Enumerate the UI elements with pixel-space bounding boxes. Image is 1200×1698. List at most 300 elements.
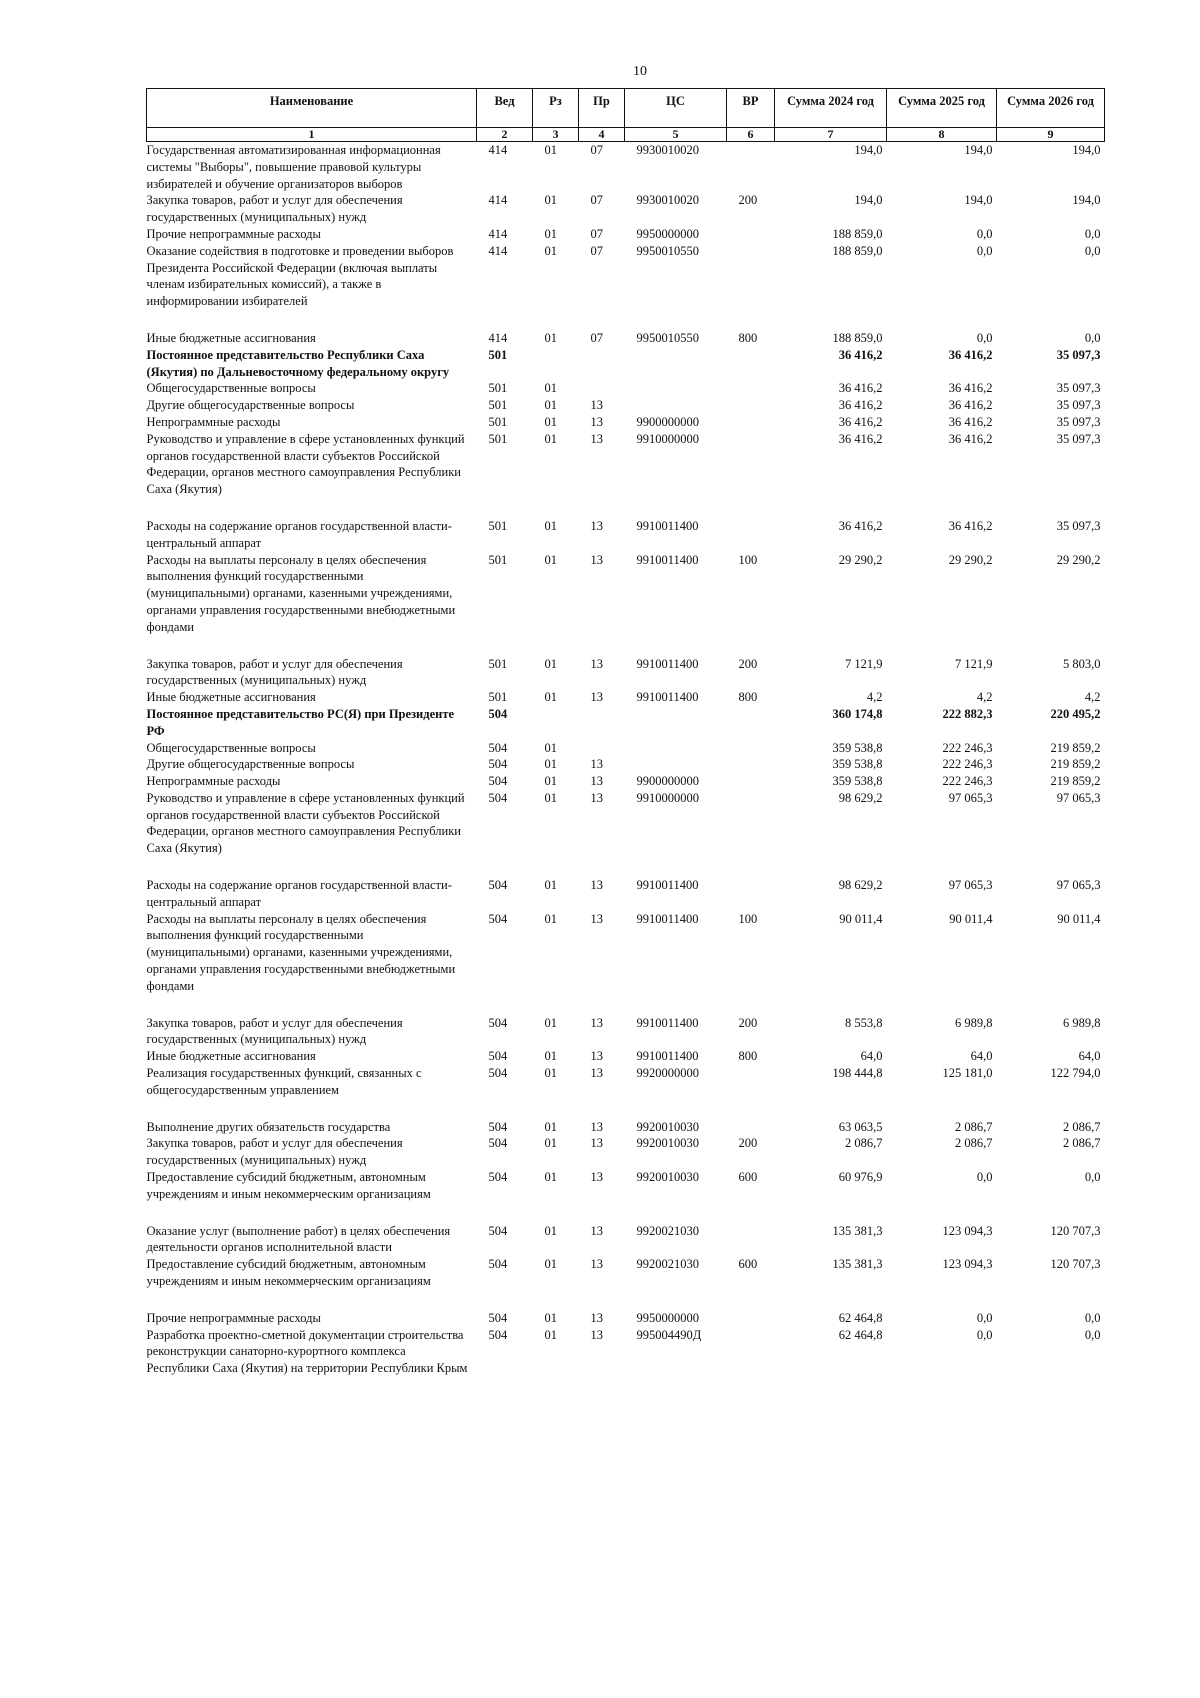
row-cs: 995004490Д [636, 1327, 702, 1342]
table-row [147, 414, 1105, 431]
row-pr: 07 [590, 193, 603, 208]
row-vr [727, 877, 775, 911]
row-vr: 100 [738, 911, 758, 926]
row-pr: 13 [590, 690, 603, 705]
column-number: 9 [997, 128, 1105, 142]
table-row [147, 192, 1105, 226]
header-sum-2024: Сумма 2024 год [775, 89, 887, 128]
row-sum-2026: 2 086,7 [1063, 1119, 1101, 1134]
row-cs: 9910000000 [636, 790, 699, 805]
row-cs: 9910011400 [636, 1049, 699, 1064]
row-sum-2025: 0,0 [976, 226, 993, 241]
row-ved: 504 [488, 790, 508, 805]
row-sum-2026: 35 097,3 [1056, 398, 1101, 413]
row-name: Расходы на выплаты персоналу в целях обеспечения выполнения функций государственными (муниципальными) органами, казенными учреждениями, органами управления государственными внебюджетными фондами [146, 552, 456, 634]
row-name: Иные бюджетные ассигнования [146, 1049, 316, 1064]
row-sum-2026: 194,0 [1072, 143, 1101, 157]
row-sum-2024: 60 976,9 [838, 1170, 883, 1185]
row-name: Постоянное представительство РС(Я) при Президенте РФ [146, 706, 455, 738]
row-vr [727, 380, 775, 397]
budget-table [146, 88, 1105, 1377]
row-sum-2026: 2 086,7 [1063, 1136, 1101, 1151]
row-sum-2026: 29 290,2 [1056, 552, 1101, 567]
row-sum-2025: 4,2 [976, 690, 993, 705]
row-vr [727, 431, 775, 498]
row-ved: 501 [488, 431, 508, 446]
row-vr: 200 [738, 1015, 758, 1030]
row-sum-2024: 36 416,2 [838, 381, 883, 396]
row-vr: 200 [738, 1136, 758, 1151]
row-cs: 9910011400 [636, 518, 699, 533]
row-cs: 9950010550 [636, 243, 699, 258]
column-number: 2 [477, 128, 533, 142]
row-pr [579, 347, 625, 381]
row-vr [727, 706, 775, 740]
row-sum-2024: 29 290,2 [838, 552, 883, 567]
row-ved: 501 [488, 518, 508, 533]
column-number: 5 [625, 128, 727, 142]
table-row [147, 1256, 1105, 1290]
table-row [147, 706, 1105, 740]
row-rz: 01 [544, 243, 557, 258]
row-vr: 600 [738, 1170, 758, 1185]
row-sum-2025: 0,0 [976, 1310, 993, 1325]
row-ved: 501 [488, 552, 508, 567]
row-sum-2025: 36 416,2 [948, 347, 993, 362]
row-vr: 200 [738, 656, 758, 671]
row-name: Прочие непрограммные расходы [146, 226, 321, 241]
row-ved: 504 [488, 1327, 508, 1342]
row-rz: 01 [544, 1015, 557, 1030]
row-ved: 504 [488, 1170, 508, 1185]
row-cs: 9920021030 [636, 1257, 699, 1272]
spacer-cell [147, 498, 1105, 518]
table-body [147, 142, 1105, 1378]
spacer-cell [147, 1203, 1105, 1223]
header-cs: ЦС [625, 89, 727, 128]
row-sum-2025: 0,0 [976, 1327, 993, 1342]
row-sum-2025: 222 246,3 [942, 774, 993, 789]
row-ved: 504 [488, 1119, 508, 1134]
row-ved: 504 [488, 1310, 508, 1325]
row-vr [727, 1327, 775, 1377]
table-row [147, 330, 1105, 347]
row-cs: 9900000000 [636, 774, 699, 789]
row-ved: 414 [488, 143, 508, 157]
row-rz [533, 706, 579, 740]
row-rz: 01 [544, 757, 557, 772]
row-pr: 13 [590, 1170, 603, 1185]
row-sum-2024: 7 121,9 [845, 656, 883, 671]
row-name: Оказание услуг (выполнение работ) в целях обеспечения деятельности органов исполнительной власти [146, 1223, 451, 1255]
row-rz: 01 [544, 1136, 557, 1151]
row-ved: 501 [488, 656, 508, 671]
row-rz: 01 [544, 381, 557, 396]
spacer-cell [147, 857, 1105, 877]
row-pr: 13 [590, 1066, 603, 1081]
row-sum-2025: 97 065,3 [948, 878, 993, 893]
table-row [147, 397, 1105, 414]
table-row [147, 689, 1105, 706]
page-number: 10 [633, 64, 647, 79]
table-row [147, 1119, 1105, 1136]
row-pr: 13 [590, 656, 603, 671]
row-sum-2025: 7 121,9 [955, 656, 993, 671]
row-rz: 01 [544, 911, 557, 926]
row-ved: 504 [488, 1049, 508, 1064]
spacer-cell [147, 636, 1105, 656]
row-name: Постоянное представительство Республики Саха (Якутия) по Дальневосточному федеральному округу [146, 347, 450, 379]
table-row [147, 773, 1105, 790]
row-sum-2026: 0,0 [1084, 1327, 1101, 1342]
row-sum-2025: 0,0 [976, 330, 993, 345]
row-rz: 01 [544, 226, 557, 241]
row-name: Государственная автоматизированная информационная системы "Выборы", повышение правовой культуры избирателей и обучение организаторов выборов [146, 143, 441, 191]
column-number: 4 [579, 128, 625, 142]
spacer-cell [147, 1099, 1105, 1119]
table-row [147, 380, 1105, 397]
column-number: 3 [533, 128, 579, 142]
table-row [147, 1223, 1105, 1257]
row-rz: 01 [544, 1310, 557, 1325]
row-cs: 9910011400 [636, 690, 699, 705]
column-number: 8 [887, 128, 997, 142]
table-row [147, 1015, 1105, 1049]
table-row [147, 1065, 1105, 1099]
row-sum-2024: 62 464,8 [838, 1310, 883, 1325]
row-pr: 13 [590, 552, 603, 567]
table-row [147, 911, 1105, 995]
row-sum-2024: 188 859,0 [832, 330, 883, 345]
row-pr: 13 [590, 1015, 603, 1030]
row-cs: 9950010550 [636, 330, 699, 345]
row-spacer [147, 310, 1105, 330]
table-row [147, 656, 1105, 690]
row-rz: 01 [544, 1257, 557, 1272]
row-pr: 13 [590, 790, 603, 805]
row-sum-2024: 63 063,5 [838, 1119, 883, 1134]
row-pr: 13 [590, 1327, 603, 1342]
row-sum-2026: 220 495,2 [1050, 706, 1101, 721]
row-cs: 9950000000 [636, 226, 699, 241]
row-vr: 200 [738, 193, 758, 208]
row-spacer [147, 1203, 1105, 1223]
row-vr [727, 773, 775, 790]
row-rz: 01 [544, 414, 557, 429]
row-pr [579, 380, 625, 397]
row-ved: 414 [488, 226, 508, 241]
row-name: Руководство и управление в сфере установленных функций органов государственной власти субъектов Российской Федерации, органов местного самоуправления Республики Саха (Якутия) [146, 431, 465, 497]
column-number: 7 [775, 128, 887, 142]
row-vr: 800 [738, 690, 758, 705]
row-spacer [147, 995, 1105, 1015]
row-ved: 504 [488, 757, 508, 772]
row-cs: 9910011400 [636, 1015, 699, 1030]
row-vr [727, 1223, 775, 1257]
table-row [147, 518, 1105, 552]
row-cs: 9910011400 [636, 552, 699, 567]
row-sum-2024: 64,0 [860, 1049, 883, 1064]
row-pr: 13 [590, 1257, 603, 1272]
row-sum-2024: 188 859,0 [832, 243, 883, 258]
row-sum-2025: 64,0 [970, 1049, 993, 1064]
row-sum-2025: 222 882,3 [942, 706, 993, 721]
row-spacer [147, 498, 1105, 518]
row-name: Общегосударственные вопросы [146, 381, 316, 396]
row-rz: 01 [544, 552, 557, 567]
row-rz: 01 [544, 398, 557, 413]
row-vr [727, 518, 775, 552]
row-sum-2024: 198 444,8 [832, 1066, 883, 1081]
row-sum-2024: 135 381,3 [832, 1223, 883, 1238]
row-rz: 01 [544, 790, 557, 805]
row-sum-2024: 36 416,2 [838, 431, 883, 446]
row-sum-2025: 222 246,3 [942, 740, 993, 755]
row-vr [727, 1310, 775, 1327]
row-name: Реализация государственных функций, связанных с общегосударственным управлением [146, 1066, 422, 1097]
row-rz [533, 347, 579, 381]
row-ved: 504 [488, 1223, 508, 1238]
row-cs [625, 380, 727, 397]
row-name: Предоставление субсидий бюджетным, автономным учреждениям и иным некоммерческим организациям [146, 1257, 431, 1289]
row-rz: 01 [544, 690, 557, 705]
header-row [147, 89, 1105, 128]
header-name: Наименование [147, 89, 477, 128]
row-name: Разработка проектно-сметной документации строительства реконструкции санаторно-курортного комплекса Республики Саха (Якутия) на территории Республики Крым [146, 1327, 468, 1376]
row-ved: 504 [488, 1015, 508, 1030]
row-pr: 13 [590, 1136, 603, 1151]
row-vr [727, 397, 775, 414]
table-row [147, 790, 1105, 857]
row-sum-2026: 0,0 [1084, 243, 1101, 258]
row-rz: 01 [544, 330, 557, 345]
table-row [147, 347, 1105, 381]
spacer-cell [147, 1290, 1105, 1310]
row-name: Непрограммные расходы [146, 774, 281, 789]
row-sum-2026: 0,0 [1084, 226, 1101, 241]
row-sum-2024: 359 538,8 [832, 757, 883, 772]
row-sum-2026: 0,0 [1084, 1310, 1101, 1325]
row-sum-2026: 0,0 [1084, 330, 1101, 345]
row-pr: 13 [590, 911, 603, 926]
column-number: 1 [147, 128, 477, 142]
row-name: Предоставление субсидий бюджетным, автономным учреждениям и иным некоммерческим организациям [146, 1170, 431, 1201]
row-cs: 9900000000 [636, 414, 699, 429]
row-ved: 504 [488, 1136, 508, 1151]
row-rz: 01 [544, 774, 557, 789]
row-sum-2024: 188 859,0 [832, 226, 883, 241]
column-number: 6 [727, 128, 775, 142]
row-sum-2025: 222 246,3 [942, 757, 993, 772]
row-name: Выполнение других обязательств государства [146, 1119, 391, 1134]
row-rz: 01 [544, 1170, 557, 1185]
row-cs [625, 706, 727, 740]
row-cs: 9920000000 [636, 1066, 699, 1081]
row-cs [625, 756, 727, 773]
row-name: Общегосударственные вопросы [146, 740, 316, 755]
row-sum-2025: 36 416,2 [948, 431, 993, 446]
row-sum-2026: 120 707,3 [1050, 1257, 1101, 1272]
row-ved: 501 [488, 414, 508, 429]
row-cs [625, 740, 727, 757]
row-sum-2024: 4,2 [866, 690, 883, 705]
row-cs: 9920010030 [636, 1119, 699, 1134]
table-row [147, 877, 1105, 911]
row-rz: 01 [544, 1327, 557, 1342]
row-sum-2025: 123 094,3 [942, 1257, 993, 1272]
row-sum-2026: 97 065,3 [1056, 878, 1101, 893]
row-sum-2024: 36 416,2 [838, 414, 883, 429]
row-sum-2024: 135 381,3 [832, 1257, 883, 1272]
row-ved: 504 [488, 1066, 508, 1081]
row-sum-2024: 98 629,2 [838, 878, 883, 893]
header-vr: ВР [727, 89, 775, 128]
row-name: Иные бюджетные ассигнования [146, 690, 316, 705]
row-pr [579, 706, 625, 740]
row-vr [727, 756, 775, 773]
row-sum-2026: 120 707,3 [1050, 1223, 1101, 1238]
row-pr [579, 740, 625, 757]
spacer-cell [147, 995, 1105, 1015]
row-ved: 504 [488, 1257, 508, 1272]
row-name: Закупка товаров, работ и услуг для обеспечения государственных (муниципальных) нужд [146, 656, 403, 688]
row-sum-2025: 194,0 [964, 193, 993, 208]
row-ved: 504 [488, 911, 508, 926]
row-name: Расходы на выплаты персоналу в целях обеспечения выполнения функций государственными (муниципальными) органами, казенными учреждениями, органами управления государственными внебюджетными фондами [146, 911, 456, 993]
row-vr [727, 226, 775, 243]
row-name: Другие общегосударственные вопросы [146, 757, 355, 772]
row-sum-2025: 36 416,2 [948, 414, 993, 429]
header-sum-2025: Сумма 2025 год [887, 89, 997, 128]
row-name: Другие общегосударственные вопросы [146, 398, 355, 413]
row-vr [727, 347, 775, 381]
table-row [147, 431, 1105, 498]
row-sum-2025: 0,0 [976, 1170, 993, 1185]
row-sum-2026: 219 859,2 [1050, 740, 1101, 755]
row-cs: 9930010020 [636, 143, 699, 157]
row-cs: 9910011400 [636, 911, 699, 926]
row-rz: 01 [544, 656, 557, 671]
row-sum-2025: 97 065,3 [948, 790, 993, 805]
row-vr: 100 [738, 552, 758, 567]
row-vr: 800 [738, 330, 758, 345]
row-sum-2026: 5 803,0 [1063, 656, 1101, 671]
row-pr: 07 [590, 226, 603, 241]
row-cs [625, 347, 727, 381]
row-sum-2026: 64,0 [1078, 1049, 1101, 1064]
row-sum-2026: 35 097,3 [1056, 381, 1101, 396]
row-pr: 07 [590, 243, 603, 258]
row-sum-2024: 62 464,8 [838, 1327, 883, 1342]
row-sum-2026: 35 097,3 [1056, 518, 1101, 533]
row-sum-2024: 98 629,2 [838, 790, 883, 805]
row-ved: 504 [488, 706, 508, 721]
row-name: Прочие непрограммные расходы [146, 1310, 321, 1325]
row-sum-2024: 90 011,4 [839, 911, 883, 926]
row-vr: 600 [738, 1257, 758, 1272]
row-rz: 01 [544, 740, 557, 755]
row-pr: 13 [590, 431, 603, 446]
table-row [147, 756, 1105, 773]
row-name: Закупка товаров, работ и услуг для обеспечения государственных (муниципальных) нужд [146, 1015, 403, 1047]
row-sum-2025: 2 086,7 [955, 1136, 993, 1151]
header-sum-2026: Сумма 2026 год [997, 89, 1105, 128]
row-cs: 9920021030 [636, 1223, 699, 1238]
table-row [147, 1310, 1105, 1327]
row-sum-2025: 125 181,0 [942, 1066, 993, 1081]
header-rz: Рз [533, 89, 579, 128]
row-pr: 13 [590, 757, 603, 772]
row-sum-2026: 97 065,3 [1056, 790, 1101, 805]
row-sum-2024: 2 086,7 [845, 1136, 883, 1151]
row-cs: 9950000000 [636, 1310, 699, 1325]
row-sum-2026: 35 097,3 [1056, 414, 1101, 429]
row-sum-2026: 194,0 [1072, 193, 1101, 208]
row-cs: 9930010020 [636, 193, 699, 208]
row-pr: 13 [590, 1119, 603, 1134]
row-pr: 13 [590, 774, 603, 789]
row-pr: 13 [590, 1223, 603, 1238]
row-sum-2026: 35 097,3 [1056, 431, 1101, 446]
row-pr: 07 [590, 330, 603, 345]
row-sum-2026: 4,2 [1084, 690, 1101, 705]
row-sum-2026: 219 859,2 [1050, 757, 1101, 772]
row-ved: 414 [488, 243, 508, 258]
row-ved: 504 [488, 878, 508, 893]
row-pr: 13 [590, 1049, 603, 1064]
row-sum-2025: 90 011,4 [949, 911, 993, 926]
column-number-row [147, 128, 1105, 142]
row-sum-2025: 36 416,2 [948, 381, 993, 396]
row-pr: 13 [590, 518, 603, 533]
row-spacer [147, 1099, 1105, 1119]
table-row [147, 142, 1105, 193]
row-name: Оказание содействия в подготовке и проведении выборов Президента Российской Федерации (включая выплаты членам избирательных комиссий), а также в информировании избирателей [146, 243, 454, 309]
row-ved: 414 [488, 330, 508, 345]
row-name: Расходы на содержание органов государственной власти- центральный аппарат [146, 518, 452, 550]
row-sum-2024: 359 538,8 [832, 740, 883, 755]
row-vr [727, 142, 775, 193]
table-row [147, 740, 1105, 757]
header-pr: Пр [579, 89, 625, 128]
row-sum-2025: 36 416,2 [948, 518, 993, 533]
row-sum-2026: 0,0 [1084, 1170, 1101, 1185]
row-sum-2024: 36 416,2 [838, 518, 883, 533]
row-sum-2024: 360 174,8 [832, 706, 883, 721]
row-rz: 01 [544, 878, 557, 893]
row-spacer [147, 857, 1105, 877]
table-row [147, 552, 1105, 636]
row-rz: 01 [544, 1049, 557, 1064]
table-row [147, 1169, 1105, 1203]
row-ved: 414 [488, 193, 508, 208]
row-sum-2026: 6 989,8 [1063, 1015, 1101, 1030]
row-ved: 501 [488, 347, 508, 362]
row-cs: 9920010030 [636, 1136, 699, 1151]
row-vr [727, 1119, 775, 1136]
row-cs: 9910011400 [636, 878, 699, 893]
row-pr: 13 [590, 414, 603, 429]
row-sum-2024: 194,0 [854, 193, 883, 208]
row-name: Непрограммные расходы [146, 414, 281, 429]
row-name: Иные бюджетные ассигнования [146, 330, 316, 345]
row-vr [727, 243, 775, 310]
row-pr: 13 [590, 398, 603, 413]
row-name: Руководство и управление в сфере установленных функций органов государственной власти субъектов Российской Федерации, органов местного самоуправления Республики Саха (Якутия) [146, 790, 465, 856]
table-row [147, 243, 1105, 310]
row-rz: 01 [544, 518, 557, 533]
row-pr: 13 [590, 1310, 603, 1325]
